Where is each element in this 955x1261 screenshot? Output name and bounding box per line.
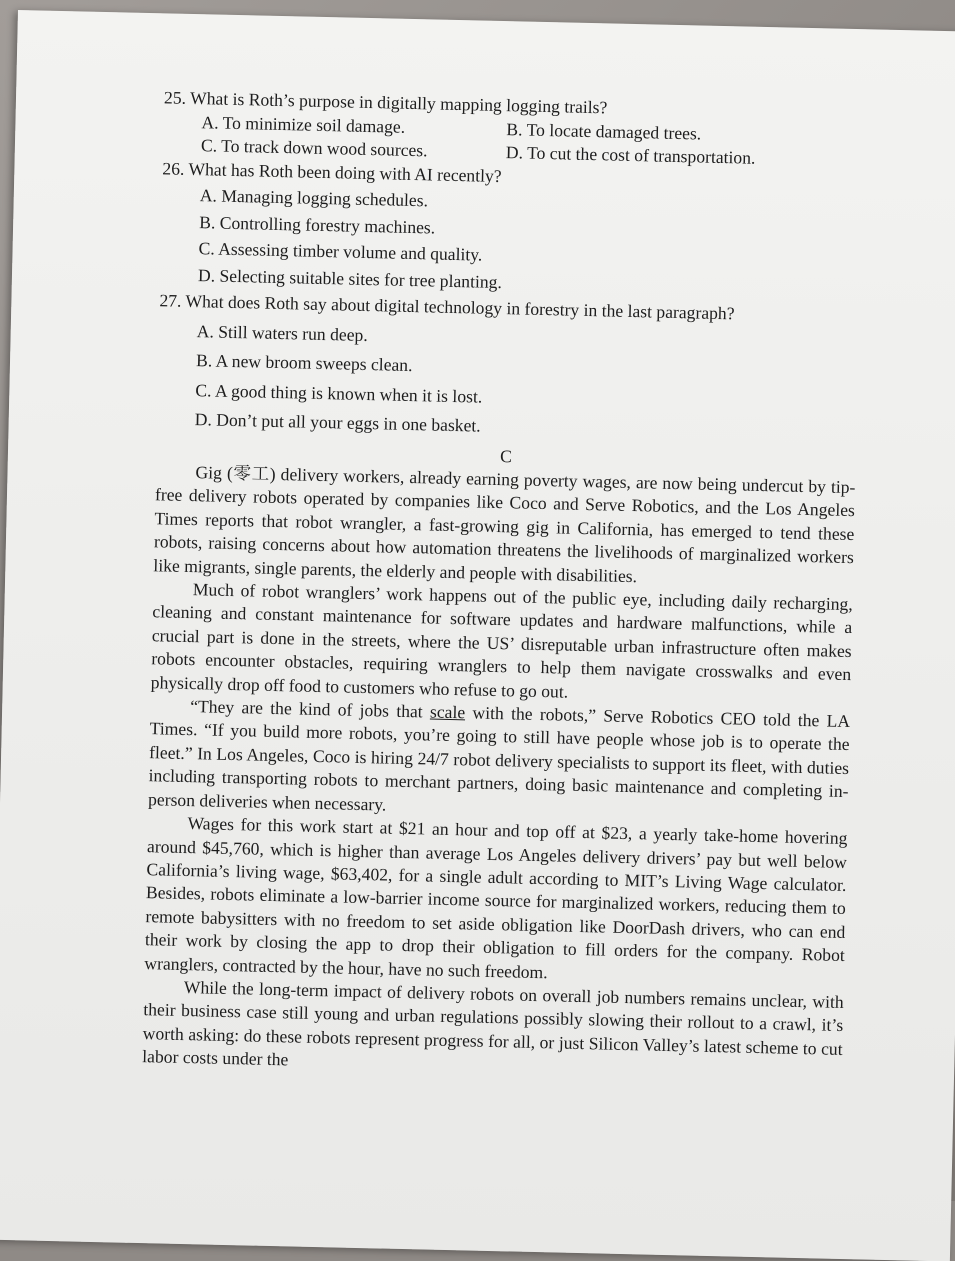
underlined-word: scale (429, 701, 466, 723)
exam-content (142, 86, 864, 1084)
option-d: D. Don’t put all your eggs in one basket. (194, 409, 481, 436)
option-a: A. Still waters run deep. (196, 320, 368, 345)
passage-paragraph-4: Wages for this work start at $21 an hour and top off at $23, a yearly take-home hovering around $45,760, which is higher than average Los Angeles delivery drivers’ pay but well below California’s living wage, $63,402, for a single adult according to MIT’s Living Wage calculator. Besides, robots eliminate a low-barrier income source for marginalized workers, reducing them to remote babysitters with no freedom to set aside obligation like DoorDash drivers, who can end their work by closing the app to drop their obligation to fill orders for the company. Robot wranglers, contracted by the hour, have no such freedom. (144, 813, 848, 982)
option-c: C. A good thing is known when it is lost. (195, 379, 483, 407)
exam-paper (0, 10, 955, 1261)
option-b: B. Controlling forestry machines. (199, 211, 436, 238)
paragraph-text: with the robots,” Serve Robotics CEO told the LA Times. “If you build more robots, you’re going to still have people whose job is to operate the fleet.” In Los Angeles, Coco is hiring 24/7 robot delivery specialists to support its fleet, with duties including transporting robots to merchant partners, doing basic maintenance and completing in-person deliveries when necessary. (147, 702, 851, 815)
section-label: C (499, 445, 513, 466)
option-a: A. Managing logging schedules. (199, 185, 429, 211)
option-b: B. To locate damaged trees. (506, 118, 702, 144)
passage-paragraph-3 (148, 694, 850, 827)
question-27 (156, 289, 859, 446)
option-a: A. To minimize soil damage. (201, 111, 406, 137)
question-stem: 27. What does Roth say about digital technology in forestry in the last paragraph? (159, 290, 735, 324)
option-d: D. To cut the cost of transportation. (505, 142, 756, 168)
question-26 (160, 157, 863, 302)
option-b: B. A new broom sweeps clean. (195, 350, 413, 376)
passage-paragraph-2: Much of robot wranglers’ work happens out of the public eye, including daily recharging, cleaning and constant maintenance for software updates and hardware malfunctions, while a crucial part is done in the streets, where the US’ disreputable urban infrastructure often makes robots encounter obstacles, requiring wranglers to help them navigate crosswalks and even physically drop off food to customers who refuse to go out. (150, 579, 853, 702)
option-c: C. To track down wood sources. (200, 135, 428, 161)
passage-paragraph-5: While the long-term impact of delivery robots on overall job numbers remains unclear, with their business case still young and urban regulations possibly slowing their rollout to a crawl, it’s worth asking: do these robots represent progress for all, or just Silicon Valley’s latest scheme to cut labor costs under the (142, 976, 844, 1070)
question-stem: 26. What has Roth been doing with AI recently? (162, 157, 502, 186)
paragraph-text: “They are the kind of jobs that (190, 696, 431, 722)
question-stem: 25. What is Roth’s purpose in digitally mapping logging trails? (163, 87, 608, 118)
option-c: C. Assessing timber volume and quality. (198, 238, 483, 265)
option-d: D. Selecting suitable sites for tree planting. (197, 264, 503, 292)
reading-passage (142, 460, 856, 1084)
passage-paragraph-1: Gig (零工) delivery workers, already earning poverty wages, are now being undercut by tip-free delivery robots operated by companies like Coco and Serve Robotics, and the Los Angeles Times reports that robot wrangler, a fast-growing gig in California, has emerged to tend these robots, raising concerns about how automation threatens the livelihoods of marginalized workers like migrants, single parents, the elderly and people with disabilities. (153, 462, 856, 586)
